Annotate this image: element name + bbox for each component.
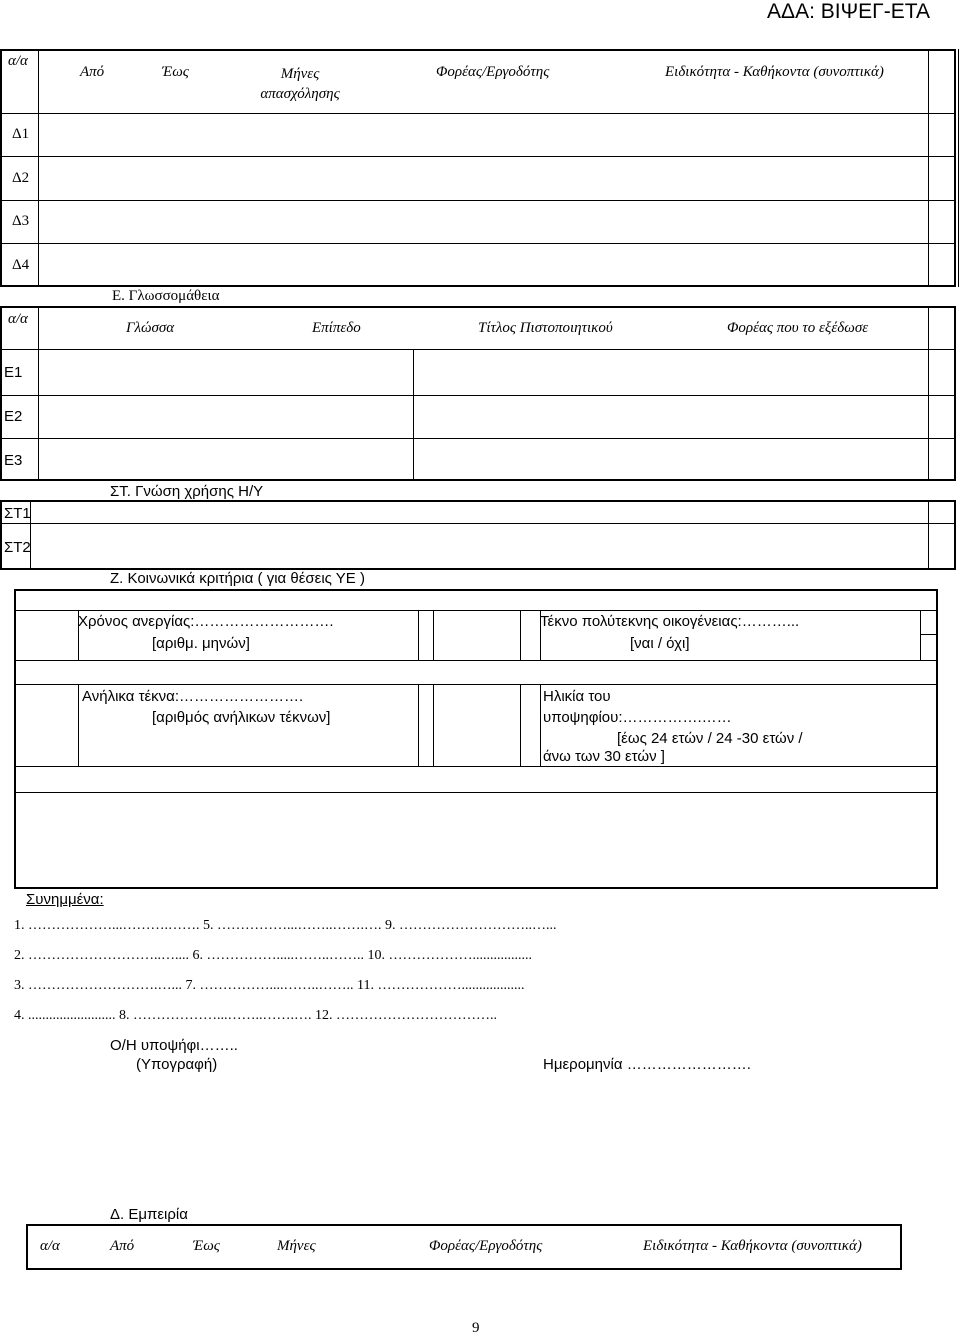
attachments-title: Συνημμένα: (26, 891, 104, 908)
exp2-header-aa: α/α (40, 1238, 60, 1254)
unemployment-label: Χρόνος ανεργίας:………………………. (78, 613, 334, 630)
lang-header-titlos: Τίτλος Πιστοποιητικού (478, 320, 613, 336)
unemployment-hint: [αριθμ. μηνών] (152, 635, 250, 652)
age-hint-1: [έως 24 ετών / 24 -30 ετών / (617, 730, 803, 747)
header-eos: Έως (162, 64, 189, 80)
header-eidikotita: Ειδικότητα - Καθήκοντα (συνοπτικά) (665, 64, 884, 80)
exp2-header-mines: Μήνες (277, 1238, 316, 1254)
large-family-label: Τέκνο πολύτεκνης οικογένειας:………... (540, 613, 800, 630)
header-foreas: Φορέας/Εργοδότης (436, 64, 550, 80)
row-label-d2: Δ2 (12, 170, 30, 186)
exp2-header-foreas: Φορέας/Εργοδότης (429, 1238, 543, 1254)
lang-header-glossa: Γλώσσα (126, 320, 175, 336)
attachments-line-1: 1. ………………...……….……. 5. ……………...……..…….…. 9. ………………………..…... (14, 918, 557, 933)
row-label-st2: ΣΤ2 (4, 539, 31, 556)
signature-label: (Υπογραφή) (136, 1056, 218, 1073)
header-mines: Μήνες απασχόλησης (260, 66, 340, 102)
row-label-d4: Δ4 (12, 257, 30, 273)
row-label-e1: Ε1 (4, 364, 23, 381)
computer-title: ΣΤ. Γνώση χρήσης Η/Υ (110, 483, 264, 500)
minors-hint: [αριθμός ανήλικων τέκνων] (152, 709, 331, 726)
lang-header-foreas: Φορέας που το εξέδωσε (727, 320, 869, 336)
age-label-2: υποψηφίου:…………….…… (543, 709, 732, 726)
date-label: Ημερομηνία ……………………. (543, 1056, 751, 1073)
lang-header-aa: α/α (8, 311, 28, 327)
large-family-hint: [ναι / όχι] (630, 635, 690, 652)
minors-label: Ανήλικα τέκνα:……………………. (82, 688, 304, 705)
attachments-line-3: 3. ……………………….…... 7. ……………....……..…….. 11. ……………….................. (14, 978, 525, 993)
lang-header-epipedo: Επίπεδο (312, 320, 361, 336)
experience-title: Δ. Εμπειρία (110, 1206, 188, 1223)
social-title: Ζ. Κοινωνικά κριτήρια ( για θέσεις ΥΕ ) (110, 570, 365, 587)
page-number: 9 (472, 1320, 480, 1336)
attachments-line-2: 2. ………………………..….... 6. …………….....……..…….. 10. ………………................. (14, 948, 532, 963)
row-label-st1: ΣΤ1 (4, 505, 31, 522)
exp2-header-eidikotita: Ειδικότητα - Καθήκοντα (συνοπτικά) (643, 1238, 862, 1254)
row-label-d3: Δ3 (12, 213, 30, 229)
age-label-1: Ηλικία του (543, 688, 611, 705)
row-label-e3: Ε3 (4, 452, 23, 469)
ada-code: ΑΔΑ: ΒΙΨΕΓ-ΕΤΑ (767, 0, 930, 23)
age-hint-2: άνω των 30 ετών ] (543, 748, 665, 765)
exp2-header-eos: Έως (193, 1238, 220, 1254)
header-apo: Από (80, 64, 105, 80)
exp2-header-apo: Από (110, 1238, 135, 1254)
row-label-d1: Δ1 (12, 126, 30, 142)
candidate-label: Ο/Η υποψήφι…….. (110, 1037, 238, 1054)
languages-title: Ε. Γλωσσομάθεια (112, 288, 220, 304)
attachments-line-4: 4. ......................... 8. ………………...……..…….…. 12. …………………………….. (14, 1008, 497, 1023)
row-label-e2: Ε2 (4, 408, 23, 425)
header-aa: α/α (8, 53, 28, 69)
